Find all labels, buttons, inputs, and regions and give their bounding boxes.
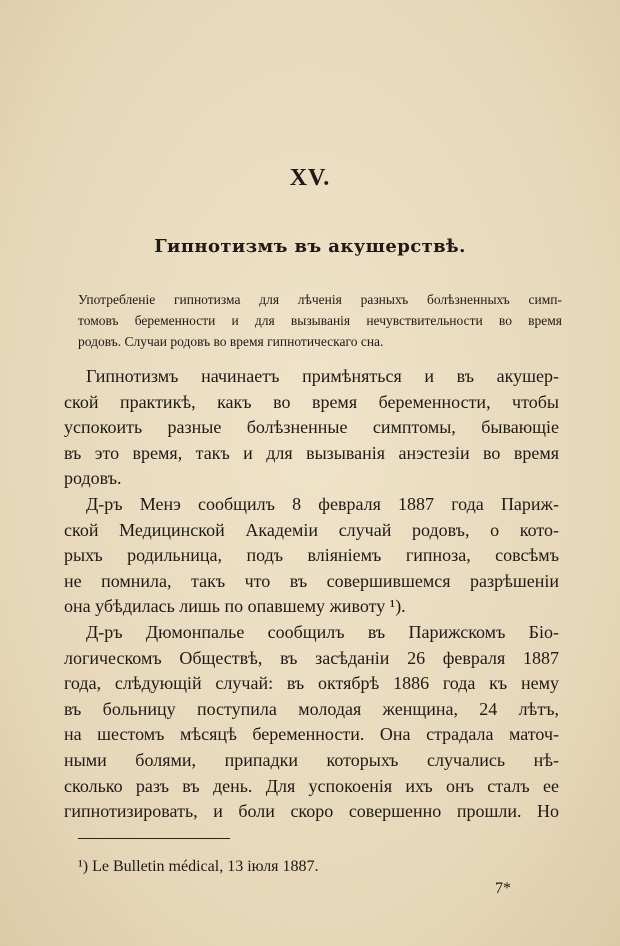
summary-line: родовъ. Случаи родовъ во время гипнотическаго сна. [78,334,384,349]
body-line: года, слѣдующій случай: въ октябрѣ 1886 года къ нему [64,673,559,694]
body-line: успокоить разные болѣзненные симптомы, бывающіе [64,417,559,438]
body-text [64,364,559,825]
footnote: ¹) Le Bulletin médical, 13 іюля 1887. [78,858,319,875]
body-line: логическомъ Обществѣ, въ засѣданіи 26 февраля 1887 [64,647,559,668]
body-line: ской Медицинской Академіи случай родовъ, о кото- [64,519,559,540]
body-line: въ это время, такъ и для вызыванія анэстезіи во время [64,442,559,463]
footnote-divider [78,838,230,839]
body-line: Гипнотизмъ начинаетъ примѣняться и въ акушер- [86,366,559,386]
summary-line: томовъ беременности и для вызыванія нечувствительности во время [78,313,562,328]
body-line: сколько разъ въ день. Для успокоенія ихъ онъ сталъ ее [64,775,559,796]
chapter-summary [78,289,562,352]
body-line: не помнила, такъ что въ совершившемся разрѣшеніи [64,570,559,591]
body-line: Д-ръ Дюмонпалье сообщилъ въ Парижскомъ Біо- [86,621,559,642]
body-line: рыхъ родильница, подъ вліяніемъ гипноза, совсѣмъ [64,545,559,566]
chapter-title: Гипнотизмъ въ акушерствѣ. [154,236,466,257]
body-line: гипнотизировать, и боли скоро совершенно прошли. Но [64,801,559,822]
chapter-number: XV. [289,165,331,191]
signature-mark: 7* [495,880,511,897]
body-line: она убѣдилась лишь по опавшему животу ¹). [64,596,406,617]
body-line: въ больницу поступила молодая женщина, 24 лѣтъ, [64,698,559,719]
body-line: ской практикѣ, какъ во время беременности, чтобы [64,391,559,412]
body-line: ными болями, припадки которыхъ случались нѣ- [64,749,559,770]
summary-line: Употребленіе гипнотизма для лѣченія разныхъ болѣзненныхъ симп- [78,292,562,307]
body-line: родовъ. [64,468,122,489]
body-line: Д-ръ Менэ сообщилъ 8 февраля 1887 года Париж- [86,493,559,514]
body-line: на шестомъ мѣсяцѣ беременности. Она страдала маточ- [64,724,559,745]
